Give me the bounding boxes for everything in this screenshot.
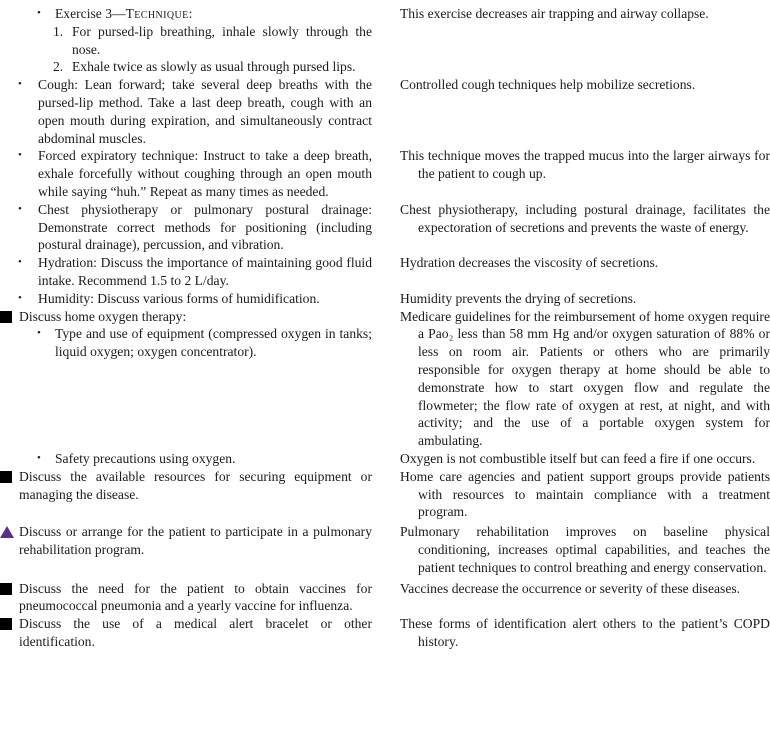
rationale-text: This technique moves the trapped mucus into the larger airways for the patient to cough up.	[400, 148, 770, 182]
filled-square-icon	[0, 583, 12, 595]
filled-square-icon	[0, 311, 12, 323]
rationale-cell	[400, 308, 770, 450]
intervention-cell	[0, 147, 372, 200]
rationale-text: Vaccines decrease the occurrence or severity of these diseases.	[400, 580, 741, 596]
list-item	[0, 308, 372, 326]
rationale-cell	[400, 580, 770, 598]
teaching-row	[0, 615, 770, 651]
teaching-row	[0, 523, 770, 576]
numbered-item	[0, 23, 372, 59]
bullet-icon: •	[18, 202, 22, 215]
intervention-text: Chest physiotherapy or pulmonary postural drainage: Demonstrate correct methods for positioning (including postural drainage), percussion, and vibration.	[38, 201, 372, 253]
teaching-row	[0, 147, 770, 200]
filled-square-icon	[0, 618, 12, 630]
list-item	[0, 254, 372, 290]
teaching-row	[0, 308, 770, 450]
numbered-item	[0, 58, 372, 76]
rationale-cell	[400, 290, 770, 308]
purple-triangle-icon	[0, 526, 14, 538]
intervention-text: Hydration: Discuss the importance of maintaining good fluid intake. Recommend 1.5 to 2 L/day.	[38, 255, 372, 288]
intervention-text: Type and use of equipment (compressed oxygen in tanks; liquid oxygen; oxygen concentrator).	[55, 326, 372, 360]
rationale-text: Controlled cough techniques help mobilize secretions.	[400, 77, 696, 93]
rationale-cell	[400, 254, 770, 272]
bullet-icon: •	[37, 327, 41, 340]
list-item	[0, 290, 372, 308]
rationale-text: Pulmonary rehabilitation improves on baseline physical conditioning, increases optimal capabilities, and teaches the patient techniques to control breathing and energy conservation.	[400, 524, 770, 575]
rationale-text: Oxygen is not combustible itself but can feed a fire if one occurs.	[400, 450, 756, 466]
intervention-cell	[0, 5, 372, 76]
intervention-text: Safety precautions using oxygen.	[55, 450, 236, 466]
list-item	[0, 201, 372, 254]
intervention-cell	[0, 615, 372, 651]
list-number: 1.	[53, 23, 64, 39]
list-item	[0, 580, 372, 616]
intervention-cell	[0, 76, 372, 147]
bullet-icon: •	[18, 256, 22, 269]
intervention-cell	[0, 201, 372, 254]
intervention-text: Discuss the available resources for securing equipment or managing the disease.	[19, 468, 372, 502]
list-item	[0, 468, 372, 504]
rationale-text: Medicare guidelines for the reimbursement of home oxygen require a Pao₂ less than 58 mm Hg and/or oxygen saturation of 88% or less on room air. Patients or others who are primarily responsible for oxygen therapy at home should be able to demonstrate how to start oxygen flow and regulate the flowmeter; the flow rate of oxygen at rest, at night, and with activity; and the use of a portable oxygen system for ambulating.	[400, 308, 770, 449]
rationale-cell	[400, 201, 770, 237]
rationale-text: Humidity prevents the drying of secretions.	[400, 290, 637, 306]
exercise-lead: Exercise 3—	[55, 6, 126, 21]
rationale-cell	[400, 615, 770, 651]
list-number: 2.	[53, 59, 64, 75]
rationale-cell	[400, 5, 770, 23]
bullet-icon: •	[37, 7, 41, 19]
numbered-item-text: Exhale twice as slowly as usual through pursed lips.	[72, 59, 356, 75]
intervention-cell	[0, 290, 372, 308]
bullet-icon: •	[37, 451, 41, 464]
teaching-row	[0, 5, 770, 76]
rationale-text: This exercise decreases air trapping and airway collapse.	[400, 6, 709, 21]
exercise-lead-caps: Technique:	[125, 6, 193, 21]
rationale-cell	[400, 76, 770, 94]
intervention-text: Discuss the need for the patient to obtain vaccines for pneumococcal pneumonia and a yearly vaccine for influenza.	[19, 580, 372, 614]
rationale-cell	[400, 147, 770, 183]
intervention-cell	[0, 450, 372, 468]
intervention-cell	[0, 254, 372, 290]
teaching-row	[0, 450, 770, 468]
teaching-row	[0, 76, 770, 147]
teaching-row	[0, 254, 770, 290]
intervention-cell	[0, 580, 372, 616]
teaching-row	[0, 468, 770, 521]
intervention-cell	[0, 308, 372, 361]
list-item	[0, 523, 372, 559]
rationale-text: These forms of identification alert others to the patient’s COPD history.	[400, 616, 770, 649]
teaching-row	[0, 580, 770, 616]
list-item	[0, 76, 372, 147]
bullet-icon: •	[18, 291, 22, 304]
rationale-cell	[400, 450, 770, 468]
rationale-text: Home care agencies and patient support groups provide patients with resources to maintain compliance with a treatment program.	[400, 468, 770, 520]
rationale-cell	[400, 523, 770, 576]
list-item	[0, 147, 372, 200]
list-item	[0, 5, 372, 23]
rationale-text: Chest physiotherapy, including postural drainage, facilitates the expectoration of secretions and prevents the waste of energy.	[400, 201, 770, 235]
rationale-cell	[400, 468, 770, 521]
intervention-text: Humidity: Discuss various forms of humidification.	[38, 290, 320, 306]
intervention-text: Discuss home oxygen therapy:	[19, 308, 187, 324]
rationale-text: Hydration decreases the viscosity of secretions.	[400, 255, 659, 271]
intervention-cell	[0, 523, 372, 559]
intervention-text: Forced expiratory technique: Instruct to take a deep breath, exhale forcefully without coughing through an open mouth while saying “huh.” Repeat as many times as needed.	[38, 148, 372, 199]
list-item	[0, 615, 372, 651]
numbered-item-text: For pursed-lip breathing, inhale slowly through the nose.	[72, 23, 372, 57]
intervention-text: Discuss the use of a medical alert bracelet or other identification.	[19, 616, 372, 649]
intervention-text: Discuss or arrange for the patient to participate in a pulmonary rehabilitation program.	[19, 524, 372, 557]
bullet-icon: •	[18, 78, 22, 91]
teaching-row	[0, 201, 770, 254]
bullet-icon: •	[18, 149, 22, 162]
list-item	[0, 325, 372, 361]
teaching-row	[0, 290, 770, 308]
intervention-text: Cough: Lean forward; take several deep breaths with the pursed-lip method. Take a last deep breath, cough with an open mouth during expiration, and simultaneously contract abdominal muscles.	[38, 77, 372, 146]
list-item	[0, 450, 372, 468]
intervention-cell	[0, 468, 372, 504]
filled-square-icon	[0, 471, 12, 483]
